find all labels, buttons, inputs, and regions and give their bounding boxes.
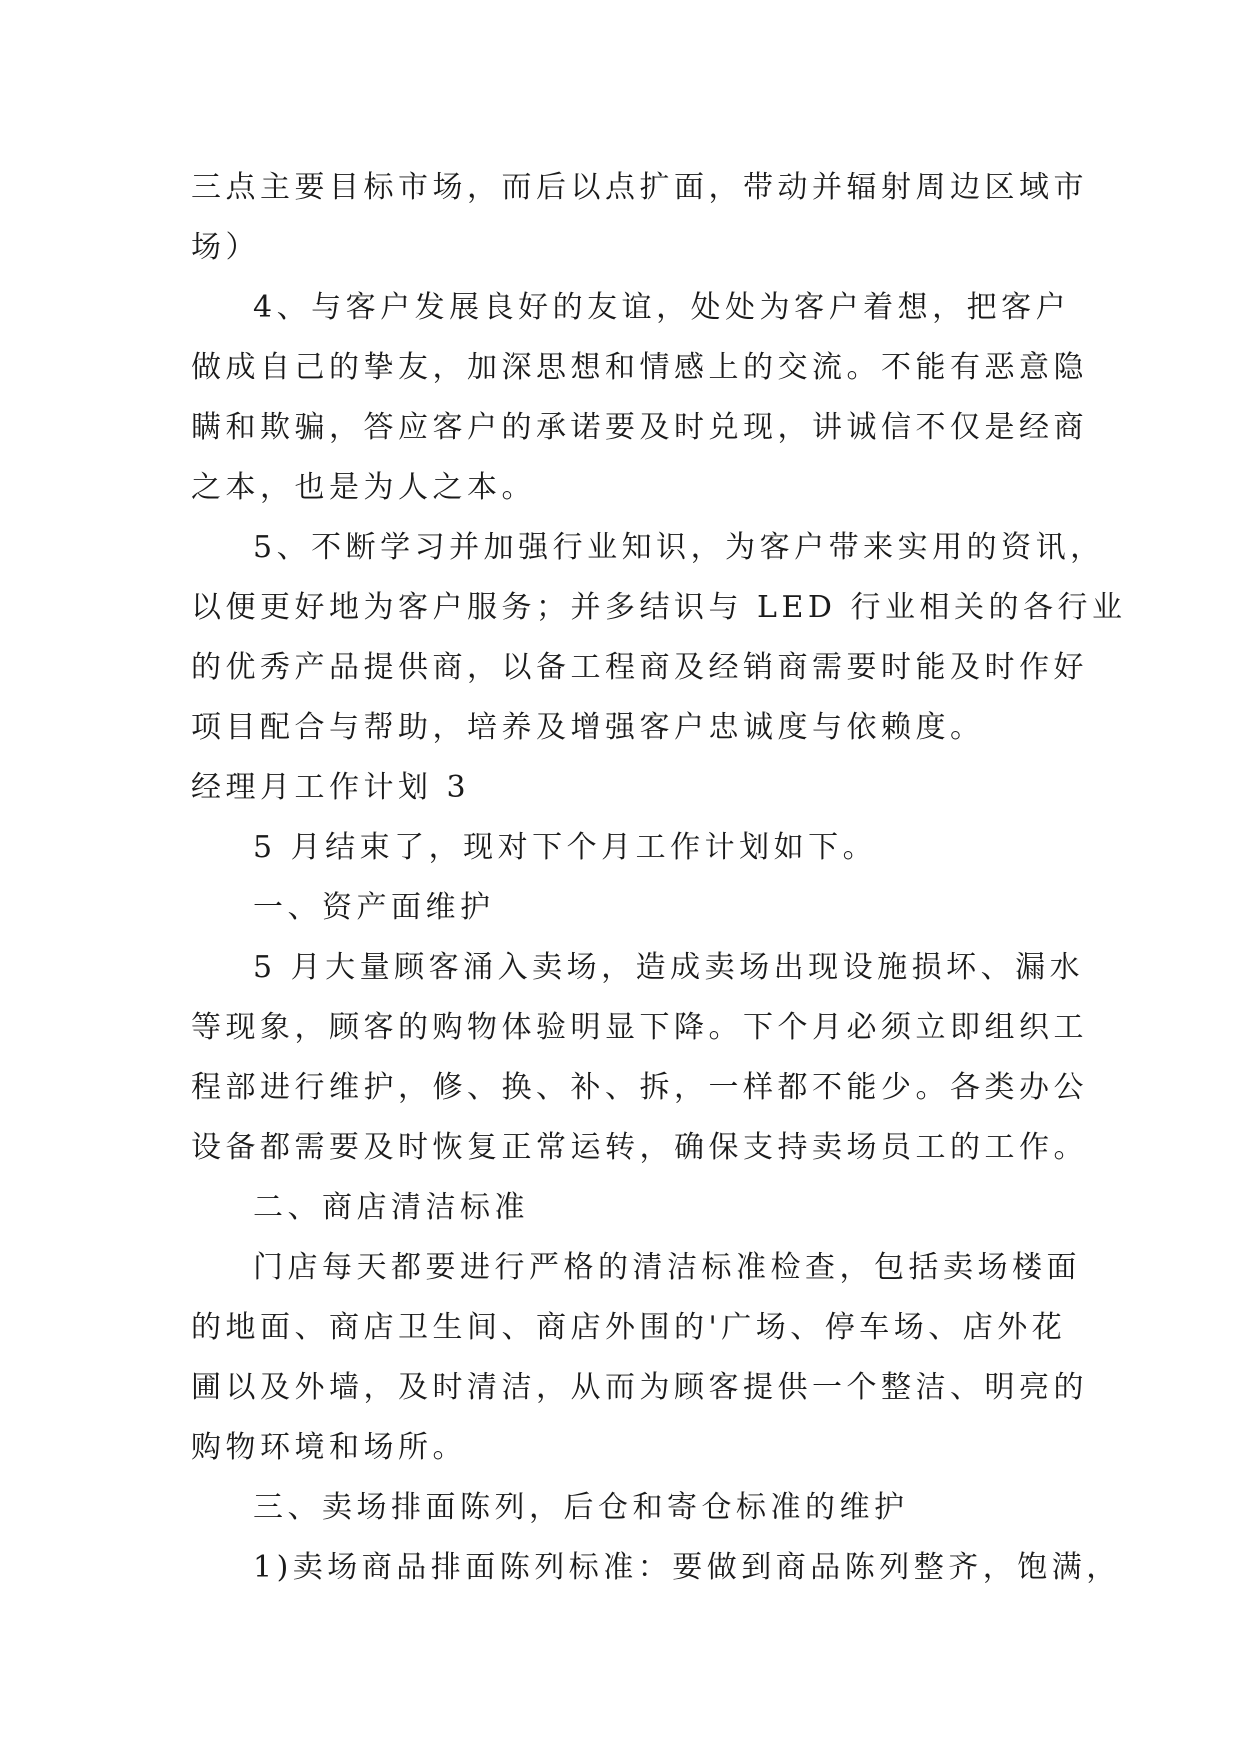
text-line: 购物环境和场所。: [191, 1430, 467, 1465]
text-line: 瞒和欺骗，答应客户的承诺要及时兑现，讲诚信不仅是经商: [191, 410, 1088, 445]
text-line: 场）: [191, 230, 260, 265]
text-line: 1)卖场商品排面陈列标准：要做到商品陈列整齐，饱满，: [253, 1550, 1121, 1585]
subheading: 三、卖场排面陈列，后仓和寄仓标准的维护: [253, 1490, 909, 1525]
text-line: 门店每天都要进行严格的清洁标准检查，包括卖场楼面: [253, 1250, 1081, 1285]
subheading: 一、资产面维护: [253, 890, 495, 925]
text-line: 设备都需要及时恢复正常运转，确保支持卖场员工的工作。: [191, 1130, 1088, 1165]
subheading: 二、商店清洁标准: [253, 1190, 529, 1225]
text-line: 的优秀产品提供商，以备工程商及经销商需要时能及时作好: [191, 650, 1088, 685]
text-line: 之本，也是为人之本。: [191, 470, 536, 505]
text-line: 程部进行维护，修、换、补、拆，一样都不能少。各类办公: [191, 1070, 1088, 1105]
text-line: 的地面、商店卫生间、商店外围的'广场、停车场、店外花: [191, 1310, 1067, 1345]
text-line: 以便更好地为客户服务；并多结识与 LED 行业相关的各行业: [191, 590, 1127, 625]
text-line: 5、不断学习并加强行业知识，为客户带来实用的资讯，: [253, 530, 1105, 565]
text-line: 5 月结束了，现对下个月工作计划如下。: [253, 830, 878, 865]
text-line: 做成自己的挚友，加深思想和情感上的交流。不能有恶意隐: [191, 350, 1088, 385]
text-line: 三点主要目标市场，而后以点扩面，带动并辐射周边区域市: [191, 170, 1088, 205]
document-body: [191, 158, 1127, 1598]
text-line: 等现象，顾客的购物体验明显下降。下个月必须立即组织工: [191, 1010, 1088, 1045]
text-line: 项目配合与帮助，培养及增强客户忠诚度与依赖度。: [191, 710, 985, 745]
text-line: 4、与客户发展良好的友谊，处处为客户着想，把客户: [253, 290, 1071, 325]
text-line: 5 月大量顾客涌入卖场，造成卖场出现设施损坏、漏水: [253, 950, 1085, 985]
section-heading: 经理月工作计划 3: [191, 770, 471, 805]
text-line: 圃以及外墙，及时清洁，从而为顾客提供一个整洁、明亮的: [191, 1370, 1088, 1405]
